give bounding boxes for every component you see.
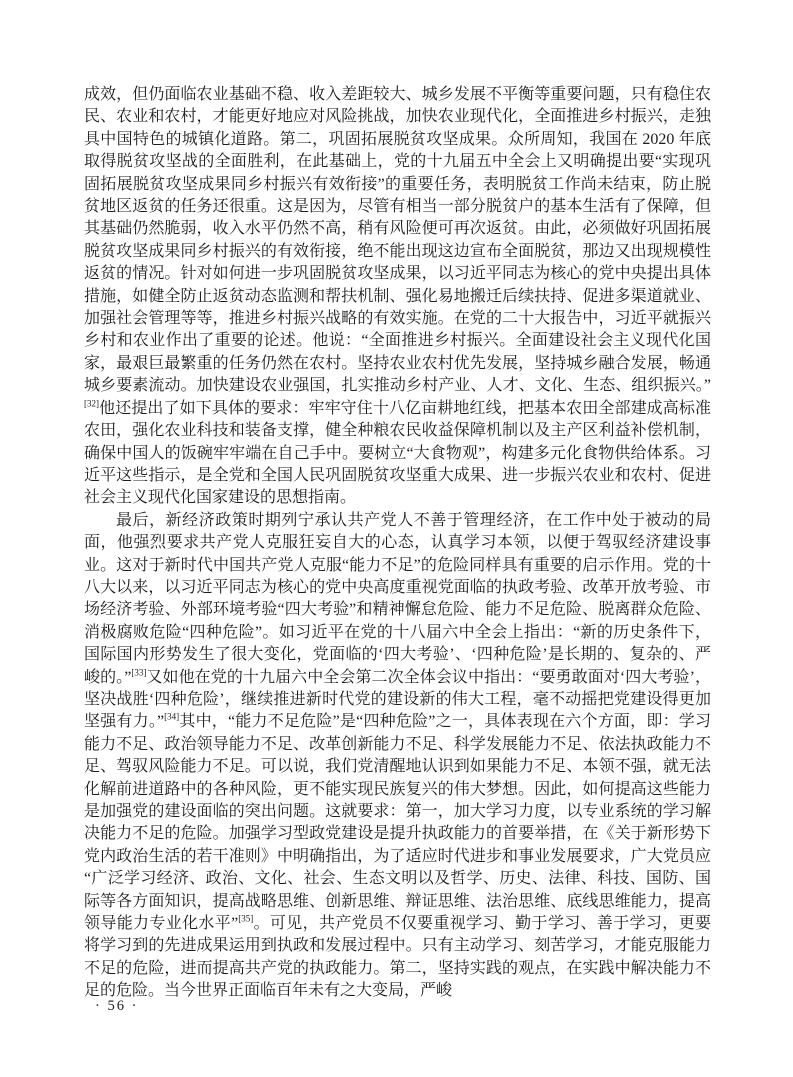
- body-text: 又如他在党的十九届六中全会第二次全体会议中指出：“要勇敢面对‘四大考验’，坚决战胜‘四种危险’，继续推进新时代党的建设新的伟大工程，毫不动摇把党建设得更加坚强有力。”: [84, 668, 711, 731]
- citation-marker: [33]: [131, 667, 147, 678]
- page-number: · 56 ·: [95, 998, 139, 1014]
- body-text: 其中，“能力不足危险”是“四种危险”之一，具体表现在六个方面，即：学习能力不足、政治领导能力不足、改革创新能力不足、科学发展能力不足、依法执政能力不足、驾驭风险能力不足。可以说，我们党清醒地认识到如果能力不足、本领不强，就无法化解前进道路中的各种风险，更不能实现民族复兴的伟大梦想。因此，如何提高这些能力是加强党的建设面临的突出问题。这就要求：第一，加大学习力度，以专业系统的学习解决能力不足的危险。加强学习型政党建设是提升执政能力的首要举措，在《关于新形势下党内政治生活的若干准则》中明确指出，为了适应时代进步和事业发展要求，广大党员应“广泛学习经济、政治、文化、社会、生态文明以及哲学、历史、法律、科技、国防、国际等各方面知识，提高战略思维、创新思维、辩证思维、法治思维、底线思维能力，提高领导能力专业化水平”: [84, 713, 711, 933]
- body-text: 他还提出了如下具体的要求：牢牢守住十八亿亩耕地红线，把基本农田全部建成高标准农田，强化农业科技和装备支撑，健全种粮农民收益保障机制以及主产区利益补偿机制，确保中国人的饭碗牢牢端在自己手中。要树立“大食物观”，构建多元化食物供给体系。习近平这些指示，是全党和全国人民巩固脱贫攻坚重大成果、进一步振兴农业和农村、促进社会主义现代化国家建设的思想指南。: [84, 399, 711, 507]
- paragraph: [84, 510, 711, 1003]
- body-text: 成效，但仍面临农业基础不稳、收入差距较大、城乡发展不平衡等重要问题，只有稳住农民、农业和农村，才能更好地应对风险挑战，加快农业现代化，全面推进乡村振兴，走独具中国特色的城镇化道路。第二，巩固拓展脱贫攻坚成果。众所周知，我国在 2020 年底取得脱贫攻坚战的全面胜利，在此基础上，党的十九届五中全会上又明确提出要“实现巩固拓展脱贫攻坚成果同乡村振兴有效衔接”的重要任务，表明脱贫工作尚未结束，防止脱贫地区返贫的任务还很重。这是因为，尽管有相当一部分脱贫户的基本生活有了保障，但其基础仍然脆弱，收入水平仍然不高，稍有风险便可再次返贫。由此，必须做好巩固拓展脱贫攻坚成果同乡村振兴的有效衔接，绝不能出现这边宣布全面脱贫，那边又出现规模性返贫的情况。针对如何进一步巩固脱贫攻坚成果，以习近平同志为核心的党中央提出具体措施，如健全防止返贫动态监测和帮扶机制、强化易地搬迁后续扶持、促进多渠道就业、加强社会管理等等，推进乡村振兴战略的有效实施。在党的二十大报告中，习近平就振兴乡村和农业作出了重要的论述。他说：“全面推进乡村振兴。全面建设社会主义现代化国家，最艰巨最繁重的任务仍然在农村。坚持农业农村优先发展，坚持城乡融合发展，畅通城乡要素流动。加快建设农业强国，扎实推动乡村产业、人才、文化、生态、组织振兴。”: [84, 86, 711, 395]
- body-text: 。可见，共产党员不仅要重视学习、勤于学习、善于学习，更要将学习到的先进成果运用到执政和发展过程中。只有主动学习、刻苦学习，才能克服能力不足的危险，进而提高共产党的执政能力。第二，坚持实践的观点，在实践中解决能力不足的危险。当今世界正面临百年未有之大变局，严峻: [84, 915, 711, 1000]
- citation-marker: [32]: [84, 398, 99, 409]
- text-block: [84, 84, 711, 1003]
- body-text: 最后，新经济政策时期列宁承认共产党人不善于管理经济，在工作中处于被动的局面，他强烈要求共产党人克服狂妄自大的心态，认真学习本领，以便于驾驭经济建设事业。这对于新时代中国共产党人克服“能力不足”的危险同样具有重要的启示作用。党的十八大以来，以习近平同志为核心的党中央高度重视党面临的执政考验、改革开放考验、市场经济考验、外部环境考验“四大考验”和精神懈怠危险、能力不足危险、脱离群众危险、消极腐败危险“四种危险”。如习近平在党的十八届六中全会上指出：“新的历史条件下，国际国内形势发生了很大变化，党面临的‘四大考验’、‘四种危险’是长期的、复杂的、严峻的。”: [84, 511, 711, 686]
- citation-marker: [35]: [238, 913, 254, 924]
- paragraph: [84, 84, 711, 510]
- citation-marker: [34]: [164, 712, 180, 723]
